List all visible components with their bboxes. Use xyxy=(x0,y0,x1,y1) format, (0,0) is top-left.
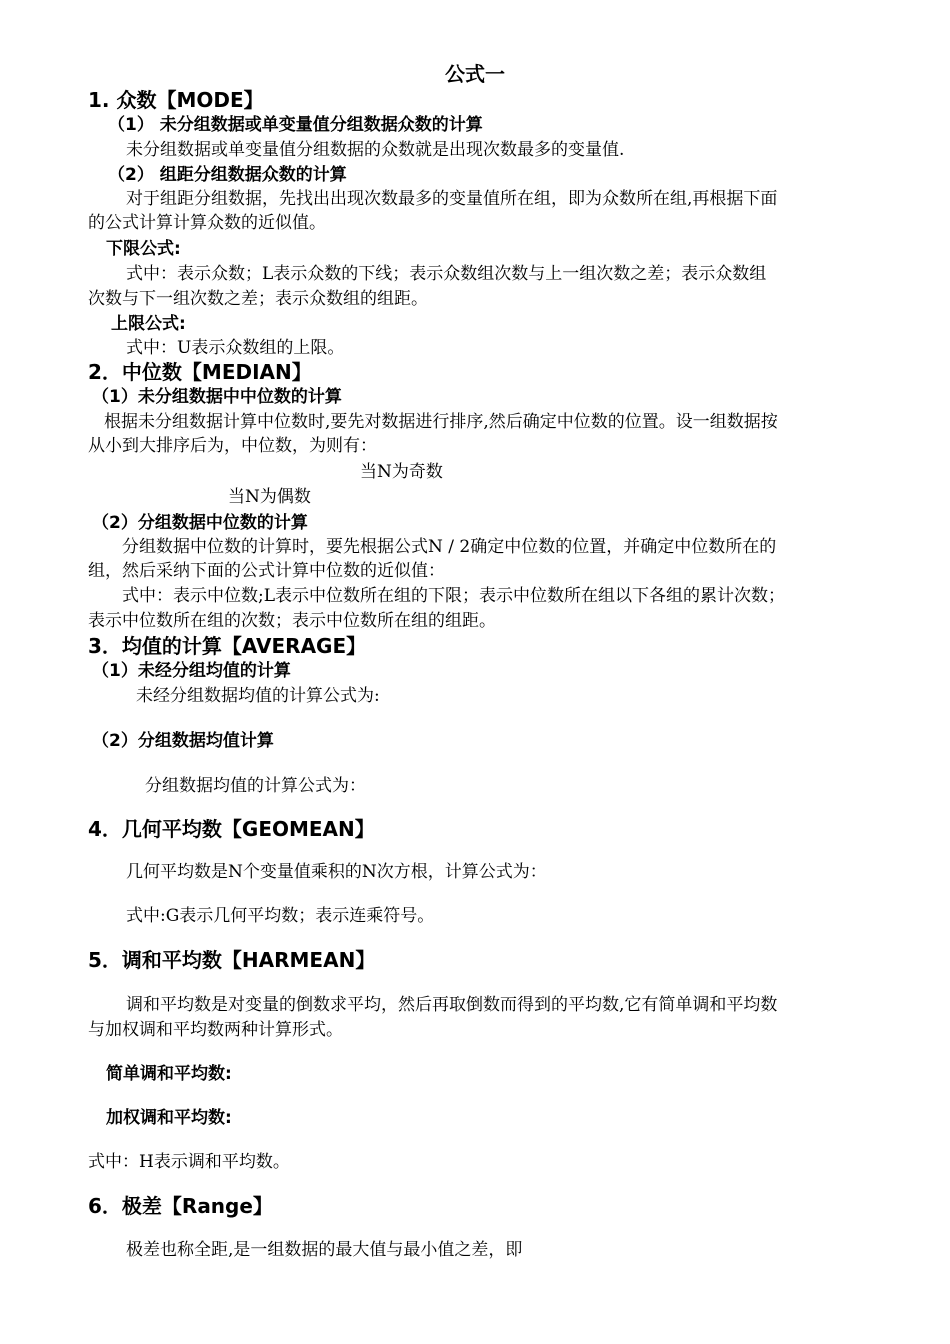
section-4-paragraph-2: 式中:G表示几何平均数；表示连乘符号。 xyxy=(126,906,435,926)
section-2-paragraph-2a: 分组数据中位数的计算时，要先根据公式N / 2确定中位数的位置，并确定中位数所在的 xyxy=(122,537,777,557)
section-5-paragraph-2: 式中：H表示调和平均数。 xyxy=(88,1152,290,1172)
median-odd-case: 当N为奇数 xyxy=(360,462,443,482)
median-even-case: 当N为偶数 xyxy=(228,487,311,507)
section-5-heading: 5．调和平均数【HARMEAN】 xyxy=(88,948,376,972)
section-1-sub-2: （2） 组距分组数据众数的计算 xyxy=(108,165,347,185)
section-3-paragraph-1: 未经分组数据均值的计算公式为: xyxy=(136,686,380,706)
section-1-paragraph-1: 未分组数据或单变量值分组数据的众数就是出现次数最多的变量值. xyxy=(126,140,625,160)
section-1-paragraph-2a: 对于组距分组数据，先找出出现次数最多的变量值所在组，即为众数所在组,再根据下面 xyxy=(126,189,778,209)
section-1-paragraph-3a: 式中：表示众数；L表示众数的下线；表示众数组次数与上一组次数之差；表示众数组 xyxy=(126,264,767,284)
section-1-paragraph-4: 式中：U表示众数组的上限。 xyxy=(126,338,345,358)
upper-limit-label: 上限公式: xyxy=(111,314,186,334)
section-1-paragraph-3b: 次数与下一组次数之差；表示众数组的组距。 xyxy=(88,289,428,309)
section-4-paragraph-1: 几何平均数是N个变量值乘积的N次方根，计算公式为： xyxy=(126,862,547,882)
simple-harmonic-mean-label: 简单调和平均数: xyxy=(106,1064,232,1084)
section-2-paragraph-1b: 从小到大排序后为，中位数，为则有： xyxy=(88,436,377,456)
section-3-heading: 3．均值的计算【AVERAGE】 xyxy=(88,634,367,658)
lower-limit-label: 下限公式: xyxy=(106,239,181,259)
section-2-paragraph-3b: 表示中位数所在组的次数；表示中位数所在组的组距。 xyxy=(88,611,496,631)
section-5-paragraph-1a: 调和平均数是对变量的倒数求平均，然后再取倒数而得到的平均数,它有简单调和平均数 xyxy=(126,995,778,1015)
weighted-harmonic-mean-label: 加权调和平均数: xyxy=(106,1108,232,1128)
section-2-paragraph-2b: 组，然后采纳下面的公式计算中位数的近似值： xyxy=(88,561,445,581)
section-2-heading: 2．中位数【MEDIAN】 xyxy=(88,360,312,384)
section-3-sub-1: （1）未经分组均值的计算 xyxy=(92,661,291,681)
section-4-heading: 4．几何平均数【GEOMEAN】 xyxy=(88,817,375,841)
section-5-paragraph-1b: 与加权调和平均数两种计算形式。 xyxy=(88,1020,343,1040)
section-2-sub-2: （2）分组数据中位数的计算 xyxy=(92,513,308,533)
section-2-sub-1: （1）未分组数据中中位数的计算 xyxy=(92,387,342,407)
section-1-paragraph-2b: 的公式计算计算众数的近似值。 xyxy=(88,213,326,233)
section-6-paragraph-1: 极差也称全距,是一组数据的最大值与最小值之差，即 xyxy=(126,1240,523,1260)
doc-title: 公式一 xyxy=(445,62,505,86)
section-1-heading: 1. 众数【MODE】 xyxy=(88,88,264,112)
section-3-paragraph-2: 分组数据均值的计算公式为： xyxy=(145,776,366,796)
section-3-sub-2: （2）分组数据均值计算 xyxy=(92,731,274,751)
section-1-sub-1: （1） 未分组数据或单变量值分组数据众数的计算 xyxy=(108,115,483,135)
section-6-heading: 6．极差【Range】 xyxy=(88,1194,273,1218)
section-2-paragraph-1a: 根据未分组数据计算中位数时,要先对数据进行排序,然后确定中位数的位置。设一组数据按 xyxy=(104,412,778,432)
section-2-paragraph-3a: 式中：表示中位数;L表示中位数所在组的下限；表示中位数所在组以下各组的累计次数； xyxy=(122,586,786,606)
